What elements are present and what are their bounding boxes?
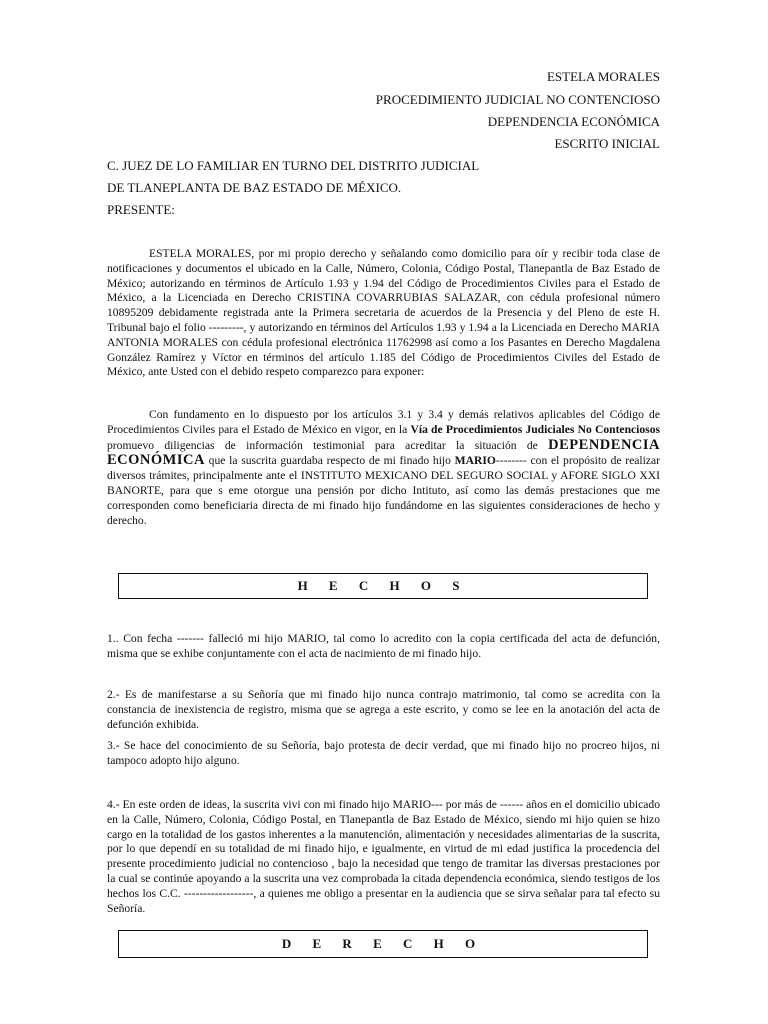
header-subject: DEPENDENCIA ECONÓMICA xyxy=(487,114,660,129)
hecho-item-3: 3.- Se hace del conocimiento de su Señoría, bajo protesta de decir verdad, que mi finado hijo no procreo hijos, ni tampoco adopto hijo alguno. xyxy=(107,739,660,767)
hecho-item-4: 4.- En este orden de ideas, la suscrita vivi con mi finado hijo MARIO--- por más de ------ años en el domicilio ubicado en la Calle, Número, Colonia, Código Postal, en Tlanepantla de Baz Estado de México, siendo mi hijo quien se hizo cargo en la totalidad de los gastos inherentes a la manutención, alimentación y necesidades alimentarias de la suscrita, por lo que dependí en su totalidad de mi finado hijo, e igualmente, en virtud de mi edad justifica la procedencia del presente procedimiento judicial no contencioso , bajo la necesidad que tengo de tramitar las diversas prestaciones por la cual se continúe apoyando a la suscrita una vez comprobada la citada dependencia económica, siendo testigos de los hechos los C.C. ------------------, a quienes me obligo a presentar en la audiencia que se sirva señalar para tal efecto su Señoría. xyxy=(107,798,660,915)
addressee-line-2: DE TLANEPLANTA DE BAZ ESTADO DE MÉXICO. xyxy=(107,180,402,195)
header-procedure: PROCEDIMIENTO JUDICIAL NO CONTENCIOSO xyxy=(375,92,660,107)
hecho-item-2: 2.- Es de manifestarse a su Señoría que mi finado hijo nunca contrajo matrimonio, tal como se acredita con la constancia de inexistencia de registro, misma que se agrega a este escrito, y como se lee en la anotación del acta de defunción exhibida. xyxy=(107,688,660,731)
via-procedimientos-bold: Vía de Procedimientos Judiciales No Contenciosos xyxy=(410,422,661,436)
dependencia-economica-bold: DEPENDENCIA ECONÓMICA xyxy=(107,436,660,469)
addressee-presente: PRESENTE: xyxy=(107,202,175,217)
header-document-type: ESCRITO INICIAL xyxy=(554,136,660,151)
hechos-heading-box xyxy=(118,573,648,599)
addressee-line-1: C. JUEZ DE LO FAMILIAR EN TURNO DEL DISTRITO JUDICIAL xyxy=(107,158,480,173)
header-name: ESTELA MORALES xyxy=(546,69,660,84)
intro-paragraph: ESTELA MORALES, por mi propio derecho y señalando como domicilio para oír y recibir toda clase de notificaciones y documentos el ubicado en la Calle, Número, Colonia, Código Postal, Tlanepantla de Baz Estado de México; autorizando en términos de Artículo 1.93 y 1.94 del Código de Procedimientos Civiles para el Estado de México, a la Licenciada en Derecho CRISTINA COVARRUBIAS SALAZAR, con cédula profesional número 10895209 debidamente registrada ante la Primera secretaria de acuerdos de la Presencia y del Pleno de este H. Tribunal bajo el folio ---------, y autorizando en términos del Artículos 1.93 y 1.94 a la Licenciada en Derecho MARIA ANTONIA MORALES con cédula profesional electrónica 11762998 así como a los Pasantes en Derecho Magdalena González Ramírez y Víctor en términos del artículo 1.185 del Código de Procedimientos Civiles del Estado de México, ante Usted con el debido respeto comparezco para exponer: xyxy=(107,247,660,379)
derecho-heading: D E R E C H O xyxy=(281,936,485,951)
derecho-heading-box xyxy=(118,930,648,958)
hechos-heading: H E C H O S xyxy=(297,578,469,593)
fundamento-paragraph: Con fundamento en lo dispuesto por los artículos 3.1 y 3.4 y demás relativos aplicables del Código de Procedimientos Civiles para el Estado de México en vigor, en la Vía de Procedimientos Judiciales No Contenciosos promuevo diligencias de información testimonial para acreditar la situación de DEPENDENCIA ECONÓMICA que la suscrita guardaba respecto de mi finado hijo MARIO-------- con el propósito de realizar diversos trámites, principalmente ante el INSTITUTO MEXICANO DEL SEGURO SOCIAL y AFORE SIGLO XXI BANORTE, para que s eme otorgue una pensión por dicho Intituto, así como las demás prestaciones que me corresponden como beneficiaria directa de mi finado hijo fundándome en las siguientes consideraciones de hecho y derecho. xyxy=(107,408,661,527)
hecho-item-1: 1.. Con fecha ------- falleció mi hijo MARIO, tal como lo acredito con la copia certificada del acta de defunción, misma que se exhibe conjuntamente con el acta de nacimiento de mi finado hijo. xyxy=(107,632,660,660)
mario-bold: MARIO xyxy=(454,454,496,468)
